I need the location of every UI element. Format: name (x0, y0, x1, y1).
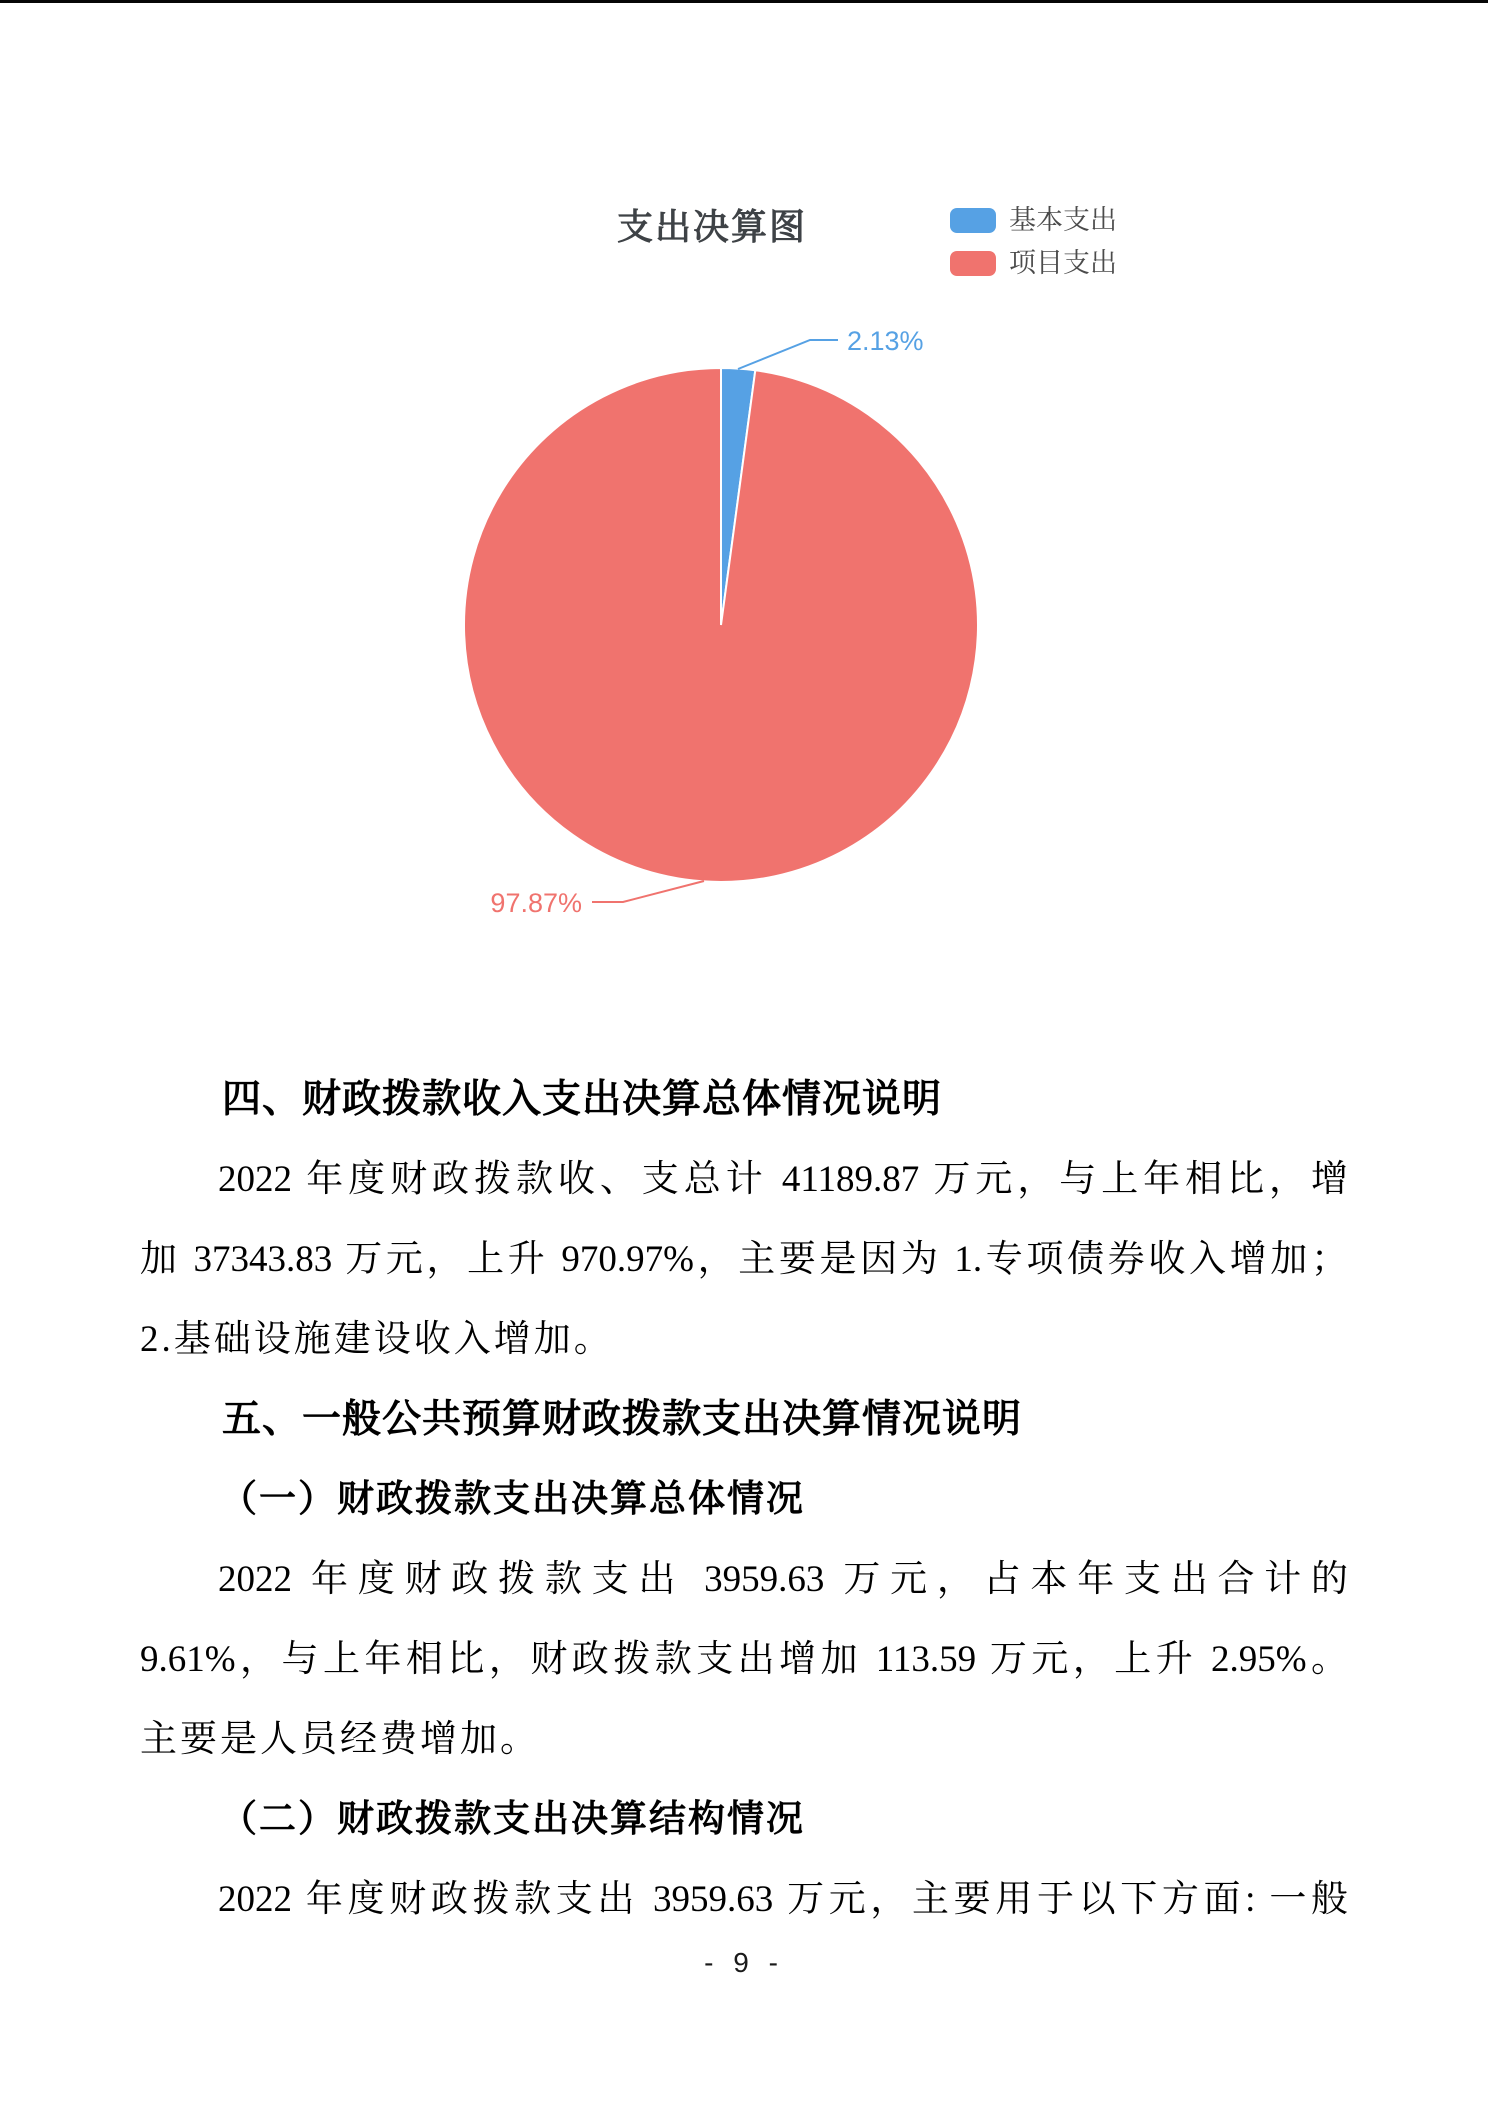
pie-leader-line-1 (592, 881, 704, 902)
paragraph-line: 9.61%，与上年相比，财政拨款支出增加 113.59 万元，上升 2.95%。 (140, 1639, 1348, 1680)
section4-heading: 四、财政拨款收入支出决算总体情况说明 (222, 1078, 943, 1121)
legend-item-basic-expenditure[interactable] (950, 207, 1117, 234)
chart-title: 支出决算图 (616, 206, 807, 247)
pie-data-label-0: 2.13% (847, 326, 924, 356)
pie-leader-line-0 (738, 340, 838, 369)
document-text (140, 1060, 1348, 1940)
paragraph-line: 2022 年度财政拨款支出 3959.63 万元，占本年支出合计的 (218, 1559, 1348, 1600)
paragraph-line: 2022 年度财政拨款收、支总计 41189.87 万元，与上年相比，增 (218, 1159, 1348, 1200)
section5-heading: 五、一般公共预算财政拨款支出决算情况说明 (222, 1398, 1023, 1441)
section5-sub2-heading: （二）财政拨款支出决算结构情况 (220, 1799, 805, 1840)
paragraph-line: 主要是人员经费增加。 (140, 1719, 540, 1760)
legend-swatch-basic-expenditure (950, 208, 996, 233)
legend-label: 项目支出 (1009, 248, 1117, 278)
paragraph-line: 2.基础设施建设收入增加。 (140, 1319, 614, 1360)
section5-sub1-heading: （一）财政拨款支出决算总体情况 (220, 1479, 805, 1520)
pie-data-label-1: 97.87% (490, 888, 582, 918)
pie-slice-1[interactable] (464, 368, 978, 882)
page-number: - 9 - (704, 1947, 784, 1978)
legend-label: 基本支出 (1009, 205, 1117, 235)
pie-chart (330, 243, 1130, 943)
paragraph-line: 2022 年度财政拨款支出 3959.63 万元，主要用于以下方面: 一般 (218, 1879, 1348, 1920)
paragraph-line: 加 37343.83 万元，上升 970.97%，主要是因为 1.专项债券收入增加； (140, 1239, 1348, 1280)
